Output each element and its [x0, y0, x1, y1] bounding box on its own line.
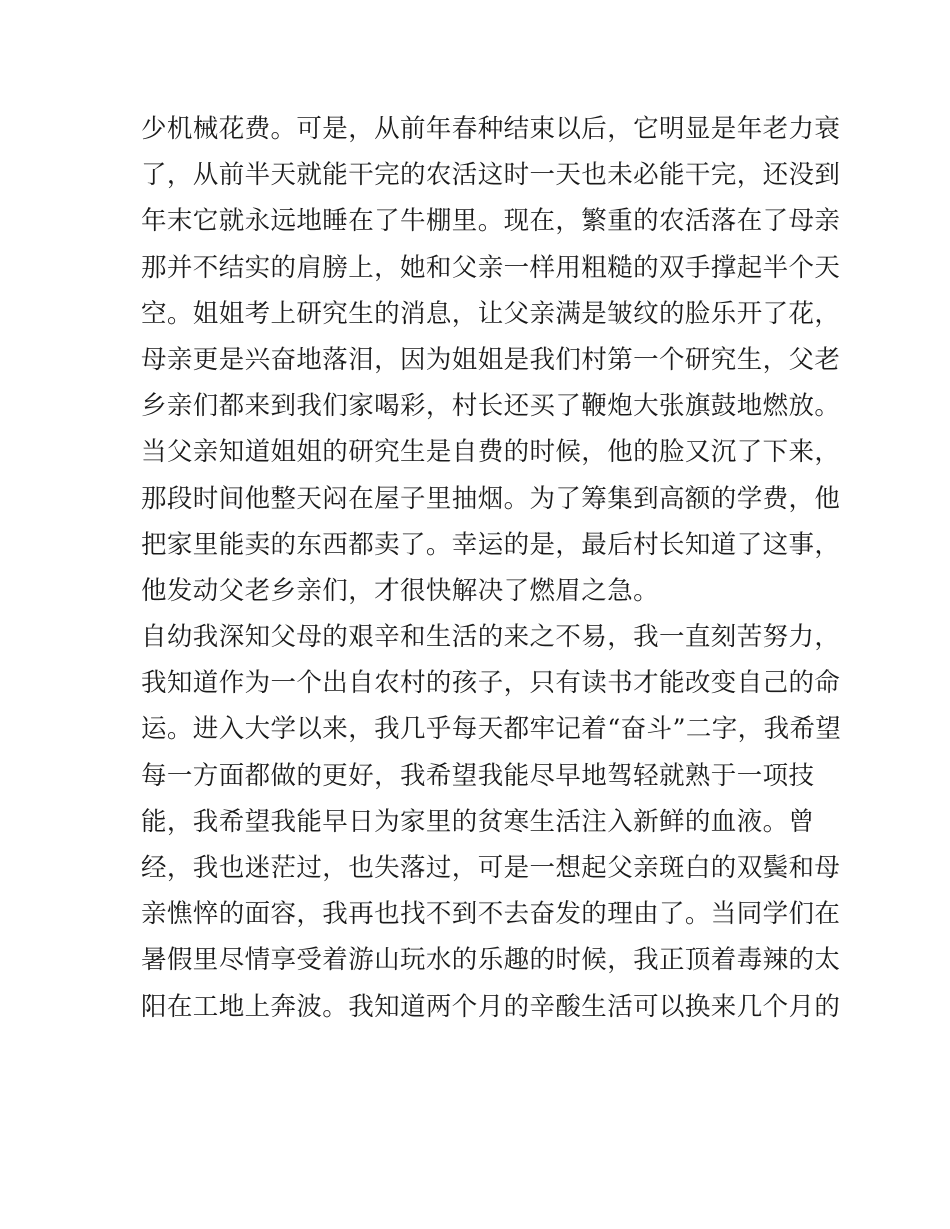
text-line: 那并不结实的肩膀上，她和父亲一样用粗糙的双手撑起半个天: [141, 252, 841, 283]
text-line: 他发动父老乡亲们，才很快解决了燃眉之急。: [141, 575, 660, 606]
text-line: 少机械花费。可是，从前年春种结束以后，它明显是年老力衰: [141, 114, 841, 144]
text-line: 亲憔悴的面容，我再也找不到不去奋发的理由了。当同学们在: [141, 899, 841, 930]
text-line: 运。进入大学以来，我几乎每天都牢记着“奋斗”二字，我希望: [141, 714, 842, 745]
text-line: 母亲更是兴奋地落泪，因为姐姐是我们村第一个研究生，父老: [141, 344, 841, 375]
text-line: 把家里能卖的东西都卖了。幸运的是，最后村长知道了这事，: [141, 529, 841, 560]
text-line: 能，我希望我能早日为家里的贫寒生活注入新鲜的血液。曾: [141, 806, 815, 837]
text-line: 那段时间他整天闷在屋子里抽烟。为了筹集到高额的学费，他: [141, 483, 841, 514]
text-line: 乡亲们都来到我们家喝彩，村长还买了鞭炮大张旗鼓地燃放。: [141, 391, 841, 422]
text-line: 自幼我深知父母的艰辛和生活的来之不易，我一直刻苦努力，: [141, 622, 841, 653]
text-line: 暑假里尽情享受着游山玩水的乐趣的时候，我正顶着毒辣的太: [141, 945, 841, 976]
text-line: 空。姐姐考上研究生的消息，让父亲满是皱纹的脸乐开了花，: [141, 298, 841, 329]
body-text: [141, 106, 842, 1030]
text-line: 当父亲知道姐姐的研究生是自费的时候，他的脸又沉了下来，: [141, 437, 841, 468]
text-line: 阳在工地上奔波。我知道两个月的辛酸生活可以换来几个月的: [141, 991, 841, 1022]
text-line: 我知道作为一个出自农村的孩子，只有读书才能改变自己的命: [141, 668, 841, 699]
text-line: 每一方面都做的更好，我希望我能尽早地驾轻就熟于一项技: [141, 760, 815, 791]
text-line: 经，我也迷茫过，也失落过，可是一想起父亲斑白的双鬓和母: [141, 853, 841, 883]
text-line: 年末它就永远地睡在了牛棚里。现在，繁重的农活落在了母亲: [141, 206, 841, 237]
text-line: 了，从前半天就能干完的农活这时一天也未必能干完，还没到: [141, 160, 841, 191]
